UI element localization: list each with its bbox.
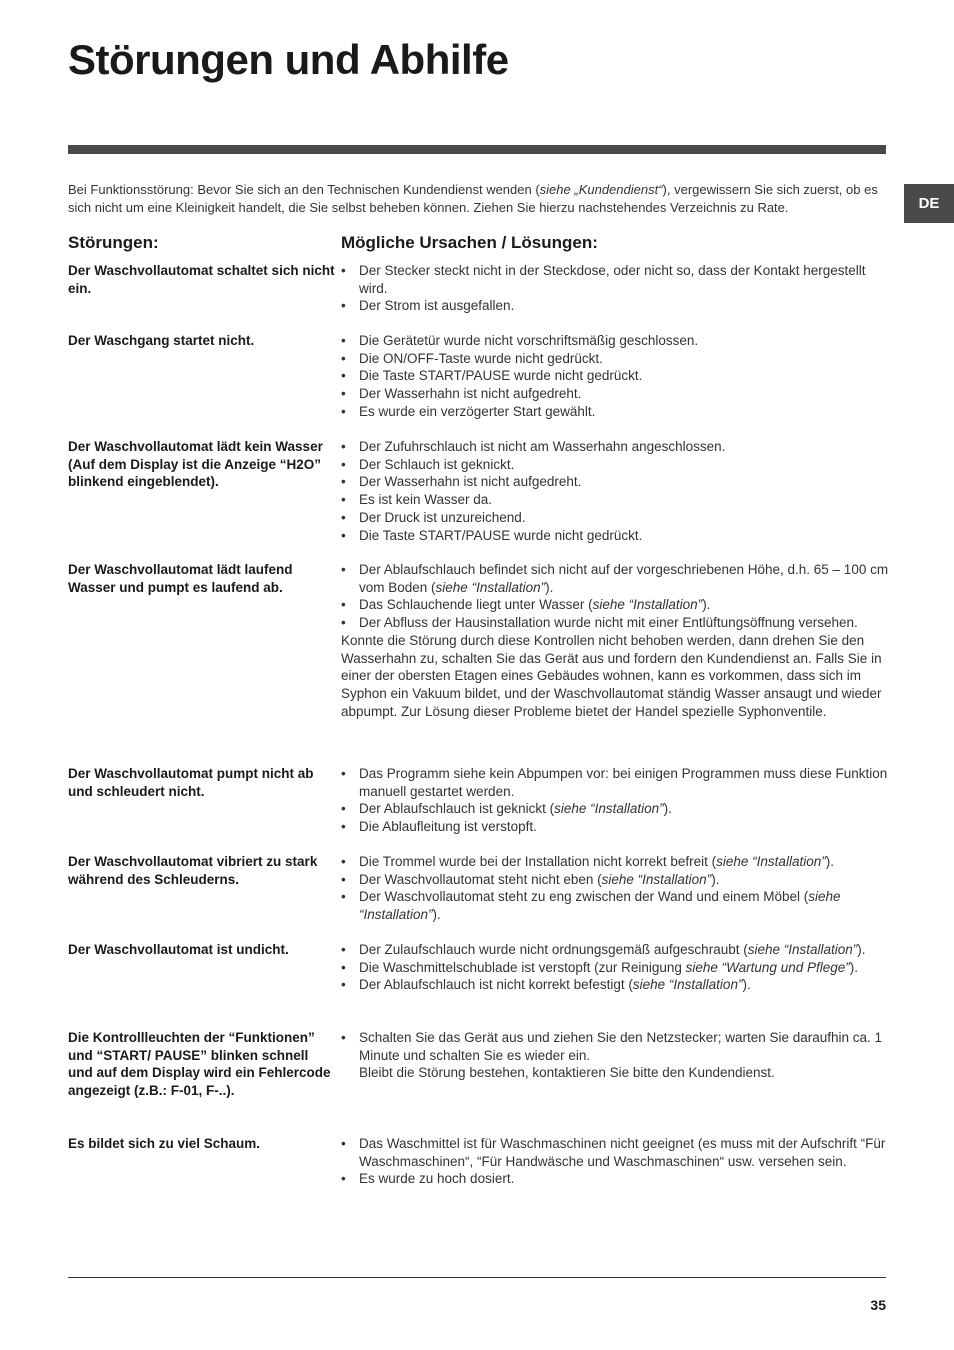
cause-list bbox=[341, 262, 891, 315]
fault-problem: Der Waschvollautomat ist undicht. bbox=[68, 942, 289, 957]
fault-note: Konnte die Störung durch diese Kontrollen nicht behoben werden, dann drehen Sie den Wasserhahn zu, schalten Sie das Gerät aus und fordern den Kundendienst an. Falls Sie in einer der obersten Etagen eines Gebäudes wohnen, kann es vorkommen, dass sich im Syphon ein Vakuum bildet, und der Waschvollautomat ständig Wasser ansaugt und wieder abpumpt. Zur Lösung dieser Probleme bietet der Handel spezielle Syphonventile. bbox=[341, 632, 882, 719]
cause-text: Die Ablaufleitung ist verstopft. bbox=[359, 819, 537, 835]
cause-text: Der Ablaufschlauch befindet sich nicht auf der vorgeschriebenen Höhe, d.h. 65 – 100 cm vom Boden ( bbox=[359, 562, 889, 595]
cause-text-after: ). bbox=[663, 801, 672, 817]
cause-text: Der Wasserhahn ist nicht aufgedreht. bbox=[359, 386, 582, 402]
cause-item bbox=[341, 350, 891, 368]
cause-text: Das Waschmittel ist für Waschmaschinen nicht geeignet (es muss mit der Aufschrift “Für Waschmaschinen“, “Für Handwäsche und Waschmaschinen“ usw. versehen sein. bbox=[359, 1136, 886, 1169]
cause-text: Die Taste START/PAUSE wurde nicht gedrückt. bbox=[359, 368, 643, 384]
cause-list bbox=[341, 941, 891, 994]
fault-problem: Der Waschgang startet nicht. bbox=[68, 333, 255, 348]
cause-text-after: ). bbox=[849, 959, 858, 975]
cause-text: Der Stecker steckt nicht in der Steckdose, oder nicht so, dass der Kontakt hergestellt wird. bbox=[359, 263, 866, 296]
cause-text: Der Ablaufschlauch ist nicht korrekt befestigt ( bbox=[359, 977, 633, 993]
cause-reference: siehe “Installation” bbox=[554, 801, 664, 817]
cause-item bbox=[341, 800, 891, 818]
cause-item bbox=[341, 976, 891, 994]
cause-list bbox=[341, 765, 891, 836]
cause-item bbox=[341, 438, 891, 456]
cause-text: Die Gerätetür wurde nicht vorschriftsmäßig geschlossen. bbox=[359, 333, 699, 348]
cause-item bbox=[341, 853, 891, 871]
cause-list bbox=[341, 438, 891, 544]
cause-text-after: ). bbox=[432, 907, 441, 923]
cause-item bbox=[341, 456, 891, 474]
cause-reference: siehe “Installation” bbox=[435, 579, 546, 595]
page-number: 35 bbox=[870, 1297, 886, 1313]
cause-extra: Bleibt die Störung bestehen, kontaktieren Sie bitte den Kundendienst. bbox=[359, 1065, 775, 1081]
fault-problem: Die Kontrollleuchten der “Funktionen” und “START/ PAUSE” blinken schnell und auf dem Display wird ein Fehlercode angezeigt (z.B.: F-01, F-..). bbox=[68, 1030, 331, 1099]
intro-reference: siehe „Kundendienst“ bbox=[539, 182, 663, 197]
page-title: Störungen und Abhilfe bbox=[68, 36, 509, 83]
cause-item bbox=[341, 941, 891, 959]
cause-text-after: ). bbox=[711, 871, 720, 887]
cause-item bbox=[341, 871, 891, 889]
fault-causes bbox=[341, 561, 891, 720]
language-tab: DE bbox=[904, 184, 954, 223]
cause-text-after: ). bbox=[825, 854, 834, 869]
cause-reference: siehe “Installation” bbox=[592, 597, 703, 613]
cause-text: Der Abfluss der Hausinstallation wurde nicht mit einer Entlüftungsöffnung versehen. bbox=[359, 615, 858, 631]
fault-problem: Der Waschvollautomat vibriert zu stark während des Schleuderns. bbox=[68, 854, 318, 887]
causes-column-header: Mögliche Ursachen / Lösungen: bbox=[341, 233, 598, 252]
cause-item bbox=[341, 297, 891, 315]
cause-item bbox=[341, 473, 891, 491]
cause-item bbox=[341, 367, 891, 385]
cause-reference: siehe “Installation” bbox=[601, 871, 712, 887]
cause-reference: siehe “Installation” bbox=[632, 977, 743, 993]
cause-text: Die Trommel wurde bei der Installation nicht korrekt befreit ( bbox=[359, 854, 717, 869]
cause-item bbox=[341, 818, 891, 836]
cause-reference: siehe “Installation” bbox=[359, 889, 841, 923]
fault-problem: Es bildet sich zu viel Schaum. bbox=[68, 1136, 261, 1151]
cause-text-after: ). bbox=[857, 942, 866, 957]
fault-causes bbox=[341, 853, 891, 924]
cause-text: Die ON/OFF-Taste wurde nicht gedrückt. bbox=[359, 350, 603, 366]
cause-text: Das Schlauchende liegt unter Wasser ( bbox=[359, 597, 593, 613]
cause-text: Der Waschvollautomat steht zu eng zwischen der Wand und einem Möbel ( bbox=[359, 889, 809, 905]
cause-text: Der Waschvollautomat steht nicht eben ( bbox=[359, 871, 602, 887]
cause-reference: siehe “Installation” bbox=[716, 854, 826, 869]
cause-item bbox=[341, 385, 891, 403]
fault-problem: Der Waschvollautomat schaltet sich nicht ein. bbox=[68, 263, 335, 296]
cause-text-after: ). bbox=[702, 597, 711, 613]
intro-part1: Bei Funktionsstörung: Bevor Sie sich an den Technischen Kundendienst wenden ( bbox=[68, 182, 540, 197]
fault-causes bbox=[341, 941, 891, 994]
cause-list bbox=[341, 1029, 891, 1082]
title-divider bbox=[68, 145, 886, 154]
fault-causes bbox=[341, 765, 891, 836]
cause-item bbox=[341, 959, 891, 977]
cause-item bbox=[341, 888, 891, 923]
cause-text: Der Zulaufschlauch wurde nicht ordnungsgemäß aufgeschraubt ( bbox=[359, 942, 748, 957]
fault-causes bbox=[341, 1135, 891, 1188]
footer-divider bbox=[68, 1277, 886, 1278]
intro-part2: ), vergewissern Sie sich zuerst, ob es sich nicht um eine Kleinigkeit handelt, die Sie selbst beheben können. Ziehen Sie hierzu nachstehendes Verzeichnis zu Rate. bbox=[68, 182, 878, 215]
cause-text: Der Schlauch ist geknickt. bbox=[359, 456, 515, 472]
cause-text: Der Wasserhahn ist nicht aufgedreht. bbox=[359, 474, 582, 490]
cause-item bbox=[341, 1135, 891, 1170]
cause-item bbox=[341, 332, 891, 350]
intro-text bbox=[68, 181, 888, 217]
cause-text: Der Druck ist unzureichend. bbox=[359, 509, 526, 525]
cause-text: Der Zufuhrschlauch ist nicht am Wasserhahn angeschlossen. bbox=[359, 439, 726, 454]
cause-item bbox=[341, 527, 891, 545]
cause-item bbox=[341, 1170, 891, 1188]
cause-list bbox=[341, 1135, 891, 1188]
cause-text: Die Taste START/PAUSE wurde nicht gedrückt. bbox=[359, 527, 643, 543]
cause-text-after: ). bbox=[742, 977, 751, 993]
fault-causes bbox=[341, 332, 891, 421]
fault-causes bbox=[341, 1029, 891, 1082]
cause-reference: siehe “Installation” bbox=[747, 942, 858, 957]
cause-item bbox=[341, 403, 891, 421]
fault-problem: Der Waschvollautomat lädt kein Wasser (Auf dem Display ist die Anzeige “H2O” blinkend eingeblendet). bbox=[68, 439, 323, 490]
cause-item bbox=[341, 491, 891, 509]
cause-text: Es wurde zu hoch dosiert. bbox=[359, 1171, 515, 1187]
cause-text: Der Strom ist ausgefallen. bbox=[359, 298, 515, 314]
fault-causes bbox=[341, 262, 891, 315]
cause-item bbox=[341, 262, 891, 297]
cause-list bbox=[341, 332, 891, 421]
cause-item bbox=[341, 614, 891, 632]
problems-column-header: Störungen: bbox=[68, 233, 159, 252]
cause-item bbox=[341, 765, 891, 800]
cause-item bbox=[341, 561, 891, 596]
cause-list bbox=[341, 853, 891, 924]
cause-item bbox=[341, 596, 891, 614]
cause-reference: siehe “Wartung und Pflege” bbox=[685, 959, 850, 975]
cause-text: Das Programm siehe kein Abpumpen vor: bei einigen Programmen muss diese Funktion manuell gestartet werden. bbox=[359, 766, 888, 799]
fault-causes bbox=[341, 438, 891, 544]
cause-text: Der Ablaufschlauch ist geknickt ( bbox=[359, 801, 555, 817]
cause-text-after: ). bbox=[545, 579, 554, 595]
fault-problem: Der Waschvollautomat lädt laufend Wasser und pumpt es laufend ab. bbox=[68, 562, 293, 595]
cause-list bbox=[341, 561, 891, 632]
cause-item bbox=[341, 1029, 891, 1082]
fault-problem: Der Waschvollautomat pumpt nicht ab und schleudert nicht. bbox=[68, 766, 314, 799]
cause-text: Es wurde ein verzögerter Start gewählt. bbox=[359, 403, 596, 419]
cause-text: Die Waschmittelschublade ist verstopft (zur Reinigung bbox=[359, 959, 686, 975]
cause-text: Schalten Sie das Gerät aus und ziehen Sie den Netzstecker; warten Sie daraufhin ca. 1 Minute und schalten Sie es wieder ein. bbox=[359, 1030, 883, 1063]
cause-item bbox=[341, 509, 891, 527]
cause-text: Es ist kein Wasser da. bbox=[359, 492, 493, 508]
